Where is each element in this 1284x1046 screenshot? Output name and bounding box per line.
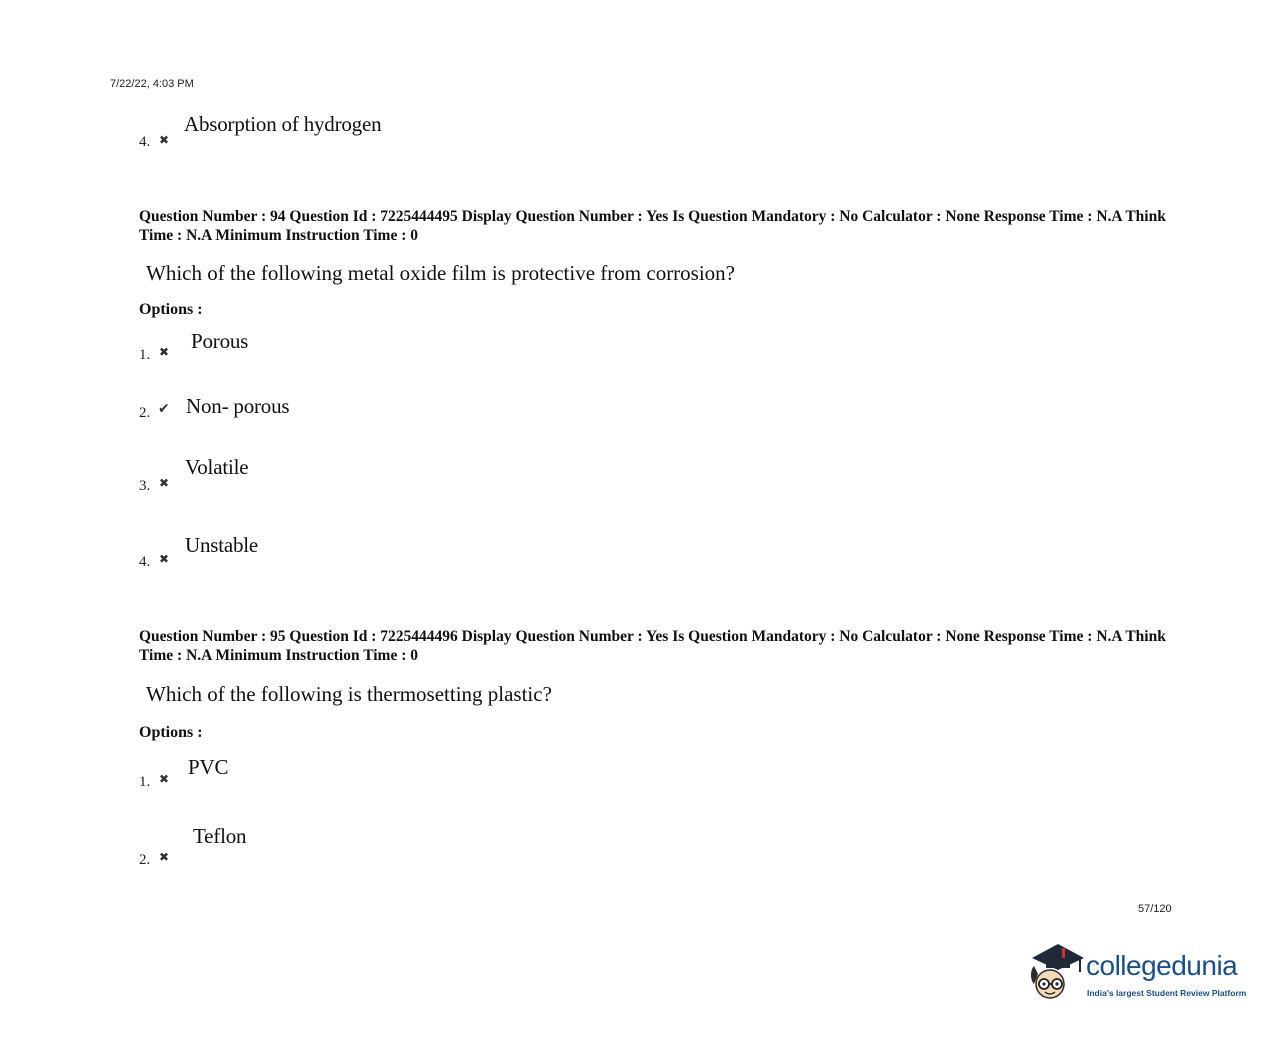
option-number: 2. — [139, 852, 151, 868]
question-95-meta: Question Number : 95 Question Id : 7225444496 Display Question Number : Yes Is Question Mandatory : No Calculator : None Response Time : N.A Think Time : N.A Minimum Instruction Time : 0 — [139, 628, 1166, 664]
option-text: Unstable — [185, 533, 259, 557]
cross-icon: ✖ — [159, 476, 170, 490]
cross-icon: ✖ — [159, 345, 170, 359]
check-icon: ✔ — [158, 401, 170, 417]
option-text: PVC — [188, 755, 229, 779]
option-text: Porous — [191, 329, 249, 353]
option-text: Absorption of hydrogen — [184, 112, 382, 136]
option-number: 3. — [139, 478, 151, 494]
cross-icon: ✖ — [159, 133, 170, 147]
question-94-options-label: Options : — [139, 301, 203, 318]
question-94-meta: Question Number : 94 Question Id : 7225444495 Display Question Number : Yes Is Question Mandatory : No Calculator : None Response Time : N.A Think Time : N.A Minimum Instruction Time : 0 — [139, 208, 1166, 244]
question-95-text: Which of the following is thermosetting plastic? — [146, 682, 552, 706]
cross-icon: ✖ — [159, 850, 170, 864]
brand-tagline: India's largest Student Review Platform — [1087, 988, 1247, 998]
option-number: 1. — [139, 774, 151, 790]
option-number: 4. — [139, 134, 151, 150]
collegedunia-logo-icon — [1024, 940, 1086, 1006]
option-number: 2. — [139, 405, 151, 421]
option-text: Volatile — [185, 455, 249, 479]
option-text: Non- porous — [186, 394, 290, 418]
option-text: Teflon — [193, 824, 247, 848]
print-timestamp: 7/22/22, 4:03 PM — [110, 78, 194, 90]
option-number: 1. — [139, 347, 151, 363]
question-95-options-label: Options : — [139, 724, 203, 741]
option-number: 4. — [139, 554, 151, 570]
cross-icon: ✖ — [159, 772, 170, 786]
cross-icon: ✖ — [159, 552, 170, 566]
question-94-text: Which of the following metal oxide film is protective from corrosion? — [146, 261, 736, 285]
brand-name: collegedunia — [1086, 950, 1238, 981]
page-number: 57/120 — [1138, 903, 1172, 915]
